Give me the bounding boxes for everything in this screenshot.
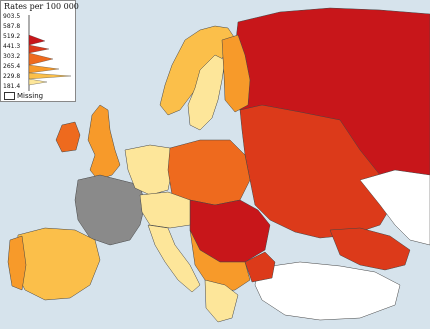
legend-band-4 [29, 65, 59, 73]
region-central-europe [168, 140, 250, 205]
legend-band-5 [29, 73, 71, 79]
legend-distribution-graphic [27, 15, 75, 91]
map-legend [0, 0, 79, 102]
missing-swatch [4, 92, 15, 100]
legend-tick: 519.2 [3, 33, 21, 40]
legend-band-6 [29, 79, 47, 85]
legend-band-3 [29, 53, 53, 65]
legend-tick: 229.8 [3, 73, 21, 80]
legend-tick: 265.4 [3, 63, 21, 70]
legend-title: Rates per 100 000 [4, 2, 79, 11]
legend-tick: 303.2 [3, 53, 21, 60]
legend-tick: 587.8 [3, 23, 21, 30]
legend-missing-label: Missing [17, 92, 44, 100]
legend-tick: 181.4 [3, 83, 21, 90]
legend-band-2 [29, 45, 49, 53]
legend-tick: 903.5 [3, 13, 21, 20]
legend-tick: 441.3 [3, 43, 21, 50]
legend-band-1 [29, 35, 45, 45]
legend-missing-entry [4, 92, 43, 100]
